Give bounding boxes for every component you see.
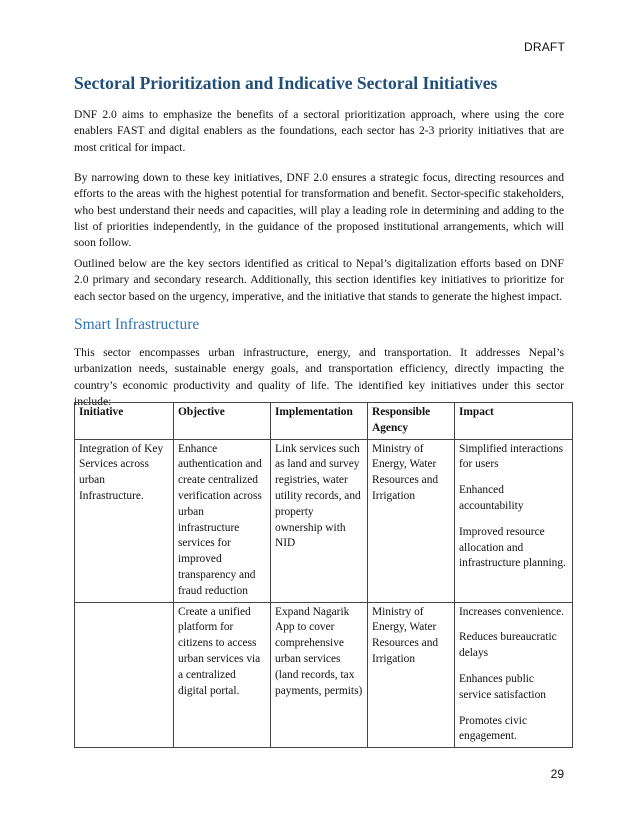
table-row: [75, 602, 573, 748]
table-row: [75, 439, 573, 602]
draft-label: DRAFT: [524, 40, 565, 54]
header-initiative: Initiative: [75, 403, 174, 440]
subsection-title: Smart Infrastructure: [74, 316, 200, 333]
impact-item: Improved resource allocation and infrastructure planning.: [459, 525, 566, 570]
page-number: 29: [550, 767, 564, 781]
header-responsible-agency: Responsible Agency: [368, 403, 455, 440]
impact-item: Increases convenience.: [459, 605, 564, 618]
cell-initiative: Integration of Key Services across urban Infrastructure.: [75, 439, 174, 602]
header-implementation: Implementation: [271, 403, 368, 440]
subsection-paragraph: This sector encompasses urban infrastructure, energy, and transportation. It addresses Nepal’s urbanization needs, sustainable energy goals, and transportation efficiency, directly impacting the country’s economic productivity and quality of life. The identified key initiatives under this sector include:: [74, 346, 564, 408]
cell-agency: Ministry of Energy, Water Resources and Irrigation: [368, 439, 455, 602]
cell-initiative: [75, 602, 174, 748]
impact-item: Reduces bureaucratic delays: [459, 631, 557, 660]
impact-item: Simplified interactions for users: [459, 442, 564, 471]
cell-implementation: Expand Nagarik App to cover comprehensive urban services (land records, tax payments, permits): [271, 602, 368, 748]
cell-objective: Create a unified platform for citizens to access urban services via a centralized digital portal.: [174, 602, 271, 748]
header-impact: Impact: [455, 403, 573, 440]
cell-impact: [455, 602, 573, 748]
header-objective: Objective: [174, 403, 271, 440]
impact-item: Promotes civic engagement.: [459, 714, 528, 743]
impact-item: Enhances public service satisfaction: [459, 672, 546, 701]
cell-impact: [455, 439, 573, 602]
impact-item: Enhanced accountability: [459, 484, 524, 512]
paragraph-focus: By narrowing down to these key initiatives, DNF 2.0 ensures a strategic focus, directing resources and efforts to the areas with the highest potential for transformation and benefit. Sector-specific stakeholders, who best understand their needs and capacities, will play a leading role in determining and adding to the list of priorities independently, in the guidance of the proposed institutional arrangements, which will soon follow.: [74, 171, 564, 250]
cell-objective: Enhance authentication and create centralized verification across urban infrastructure services for improved transparency and fraud reduction: [174, 439, 271, 602]
initiatives-table: [74, 402, 573, 748]
paragraph-intro: DNF 2.0 aims to emphasize the benefits of a sectoral prioritization approach, where using the core enablers FAST and digital enablers as the foundations, each sector has 2-3 priority initiatives that are most critical for impact.: [74, 108, 564, 154]
section-title: Sectoral Prioritization and Indicative Sectoral Initiatives: [74, 73, 498, 93]
cell-implementation: Link services such as land and survey registries, water utility records, and property ownership with NID: [271, 439, 368, 602]
cell-agency: Ministry of Energy, Water Resources and Irrigation: [368, 602, 455, 748]
table-header-row: [75, 403, 573, 440]
paragraph-outline: Outlined below are the key sectors identified as critical to Nepal’s digitalization efforts based on DNF 2.0 primary and secondary research. Additionally, this section identifies key initiatives to prioritize for each sector based on the urgency, imperative, and the initiative that stands to generate the highest impact.: [74, 257, 564, 303]
